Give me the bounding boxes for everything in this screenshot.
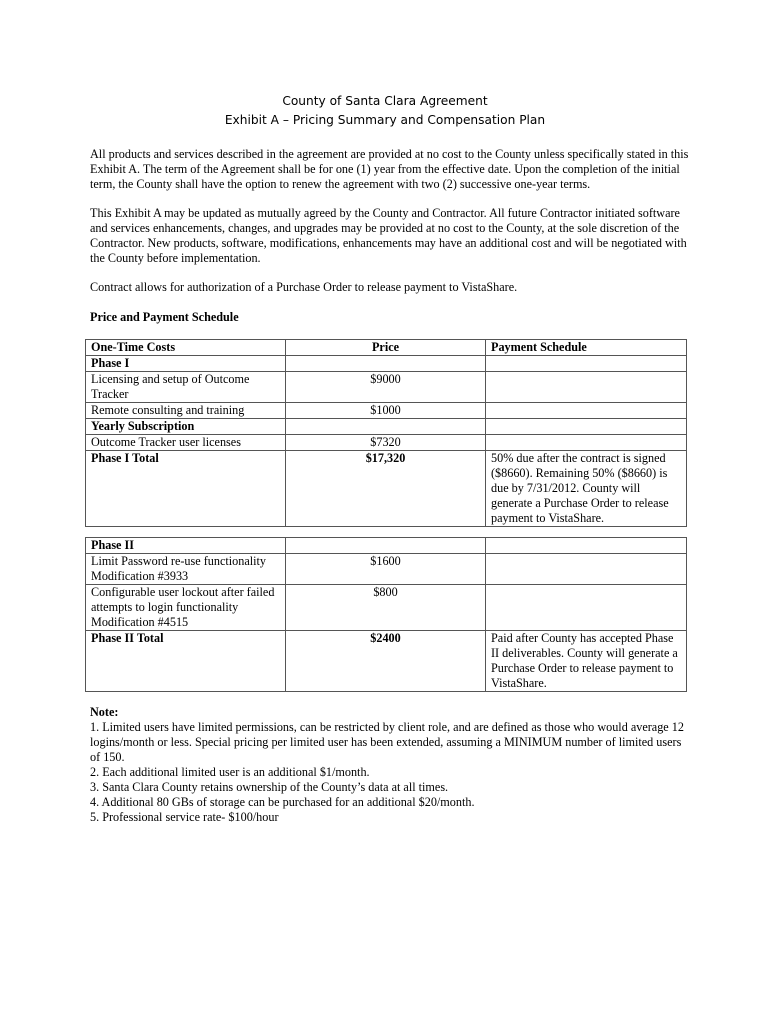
table-row xyxy=(86,554,687,585)
item-cell: Remote consulting and training xyxy=(86,403,286,419)
table-header-row xyxy=(86,340,687,356)
schedule-cell xyxy=(486,435,687,451)
phase-1-total-schedule: 50% due after the contract is signed ($8660). Remaining 50% ($8660) is due by 7/31/2012. County will generate a Purchase Order to release payment to VistaShare. xyxy=(486,451,687,527)
header-payment-schedule: Payment Schedule xyxy=(486,340,687,356)
table-row xyxy=(86,356,687,372)
table-row xyxy=(86,419,687,435)
notes-heading: Note: xyxy=(90,705,119,719)
item-cell: Licensing and setup of Outcome Tracker xyxy=(86,372,286,403)
phase-2-table xyxy=(85,537,687,692)
table-row xyxy=(86,435,687,451)
note-item: 3. Santa Clara County retains ownership of the County’s data at all times. xyxy=(90,780,449,794)
schedule-heading: Price and Payment Schedule xyxy=(90,310,239,324)
schedule-cell xyxy=(486,372,687,403)
item-cell: Configurable user lockout after failed attempts to login functionality Modification #4515 xyxy=(86,585,286,631)
subscription-label: Yearly Subscription xyxy=(86,419,286,435)
phase-2-label: Phase II xyxy=(86,538,286,554)
header-one-time-costs: One-Time Costs xyxy=(86,340,286,356)
price-cell: $1600 xyxy=(286,554,486,585)
phase-1-label: Phase I xyxy=(86,356,286,372)
notes-section xyxy=(90,705,690,825)
phase-2-total-label: Phase II Total xyxy=(86,631,286,692)
phase-2-total-row xyxy=(86,631,687,692)
paragraph-purchase-order: Contract allows for authorization of a Purchase Order to release payment to VistaShare. xyxy=(90,280,518,294)
table-row xyxy=(86,538,687,554)
table-row xyxy=(86,403,687,419)
schedule-cell xyxy=(486,403,687,419)
price-cell: $800 xyxy=(286,585,486,631)
note-item: 2. Each additional limited user is an additional $1/month. xyxy=(90,765,370,779)
paragraph-terms: All products and services described in the agreement are provided at no cost to the County unless specifically stated in this Exhibit A. The term of the Agreement shall be for one (1) year from the effective date. Upon the completion of the initial term, the County shall have the option to renew the agreement with two (2) successive one-year terms. xyxy=(90,147,689,191)
table-row xyxy=(86,372,687,403)
schedule-cell xyxy=(486,554,687,585)
item-cell: Outcome Tracker user licenses xyxy=(86,435,286,451)
document-title: County of Santa Clara Agreement xyxy=(282,94,488,108)
price-cell: $9000 xyxy=(286,372,486,403)
header-price: Price xyxy=(286,340,486,356)
phase-1-total-label: Phase I Total xyxy=(86,451,286,527)
paragraph-updates: This Exhibit A may be updated as mutually agreed by the County and Contractor. All future Contractor initiated software and services enhancements, changes, and upgrades may be provided at no cost to the County, at the sole discretion of the Contractor. New products, software, modifications, enhancements may have an additional cost and will be negotiated with the County before implementation. xyxy=(90,206,687,265)
note-item: 5. Professional service rate- $100/hour xyxy=(90,810,279,824)
document-subtitle: Exhibit A – Pricing Summary and Compensation Plan xyxy=(224,113,546,127)
phase-2-total-schedule: Paid after County has accepted Phase II deliverables. County will generate a Purchase Order to release payment to VistaShare. xyxy=(486,631,687,692)
phase-2-total-price: $2400 xyxy=(286,631,486,692)
note-item: 1. Limited users have limited permissions, can be restricted by client role, and are defined as those who would average 12 logins/month or less. Special pricing per limited user has been extended, assuming a MINIMUM number of limited users of 150. xyxy=(90,720,684,764)
note-item: 4. Additional 80 GBs of storage can be purchased for an additional $20/month. xyxy=(90,795,475,809)
price-cell: $1000 xyxy=(286,403,486,419)
item-cell: Limit Password re-use functionality Modification #3933 xyxy=(86,554,286,585)
schedule-cell xyxy=(486,585,687,631)
table-row xyxy=(86,585,687,631)
phase-1-total-price: $17,320 xyxy=(286,451,486,527)
phase-1-table xyxy=(85,339,687,527)
price-cell: $7320 xyxy=(286,435,486,451)
phase-1-total-row xyxy=(86,451,687,527)
